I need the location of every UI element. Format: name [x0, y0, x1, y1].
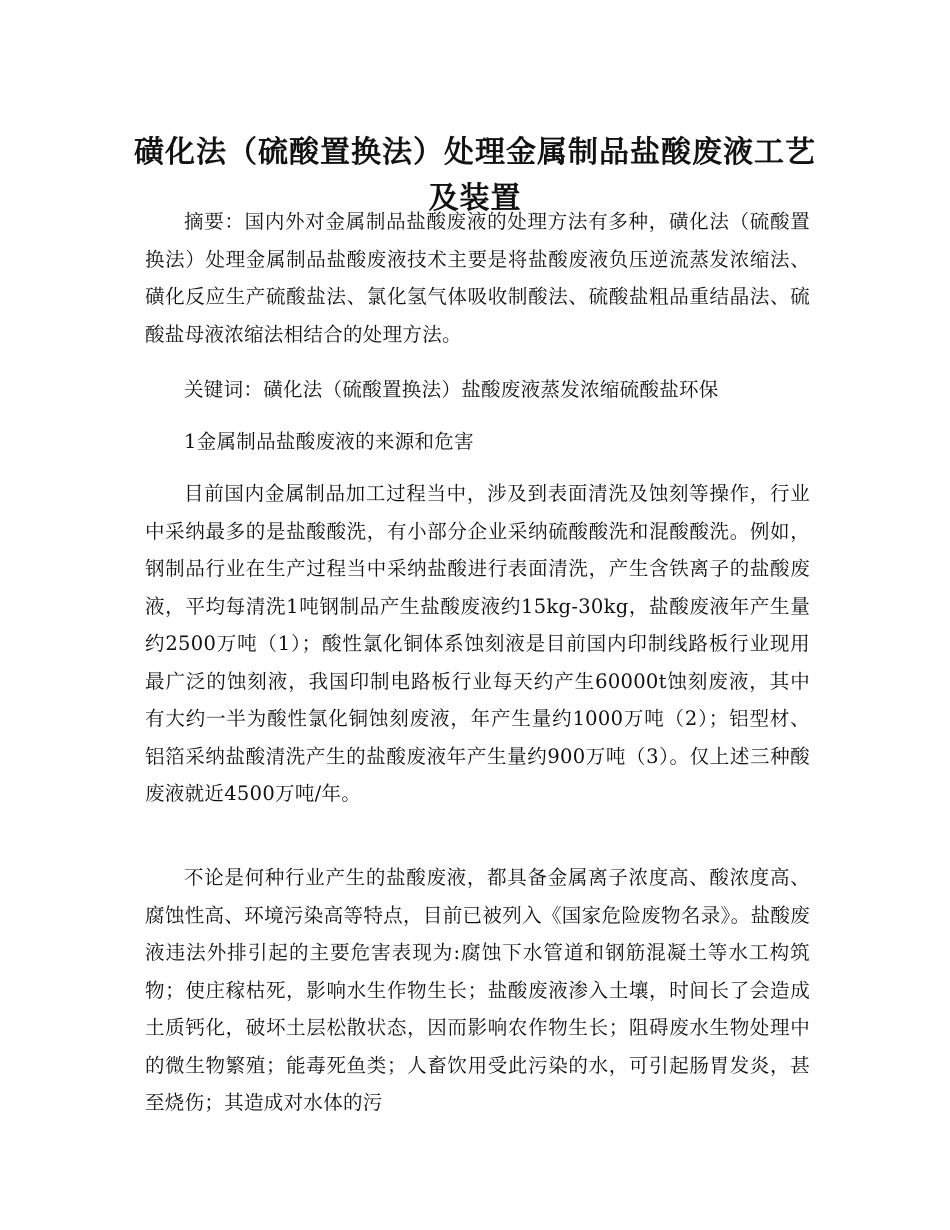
section-heading: 1金属制品盐酸废液的来源和危害	[184, 430, 474, 453]
body-paragraph-sources: 目前国内金属制品加工过程当中，涉及到表面清洗及蚀刻等操作，行业中采纳最多的是盐酸酸洗，有小部分企业采纳硫酸酸洗和混酸酸洗。例如，钢制品行业在生产过程当中采纳盐酸进行表面清洗，产生含铁离子的盐酸废液，平均每清洗1吨钢制品产生盐酸废液约15kg-30kg，盐酸废液年产生量约2500万吨（1）；酸性氯化铜体系蚀刻液是目前国内印制线路板行业现用最广泛的蚀刻液，我国印制电路板行业每天约产生60000t蚀刻废液，其中有大约一半为酸性氯化铜蚀刻废液，年产生量约1000万吨（2）；铝型材、铝箔采纳盐酸清洗产生的盐酸废液年产生量约900万吨（3）。仅上述三种酸废液就近4500万吨/年。	[145, 482, 810, 805]
document-title: 磺化法（硫酸置换法）处理金属制品盐酸废液工艺及装置	[134, 135, 816, 217]
abstract-paragraph: 摘要：国内外对金属制品盐酸废液的处理方法有多种，磺化法（硫酸置换法）处理金属制品盐酸废液技术主要是将盐酸废液负压逆流蒸发浓缩法、磺化反应生产硫酸盐法、氯化氢气体吸收制酸法、硫酸盐粗品重结晶法、硫酸盐母液浓缩法相结合的处理方法。	[145, 210, 810, 346]
keywords-line: 关键词：磺化法（硫酸置换法）盐酸废液蒸发浓缩硫酸盐环保	[184, 378, 719, 401]
body-paragraph-hazards: 不论是何种行业产生的盐酸废液，都具备金属离子浓度高、酸浓度高、腐蚀性高、环境污染高等特点，目前已被列入《国家危险废物名录》。盐酸废液违法外排引起的主要危害表现为:腐蚀下水管道和钢筋混凝土等水工构筑物；使庄稼枯死，影响水生作物生长；盐酸废液渗入土壤，时间长了会造成土质钙化，破坏土层松散状态，因而影响农作物生长；阻碍废水生物处理中的微生物繁殖；能毒死鱼类；人畜饮用受此污染的水，可引起肠胃发炎，甚至烧伤；其造成对水体的污	[145, 866, 810, 1114]
